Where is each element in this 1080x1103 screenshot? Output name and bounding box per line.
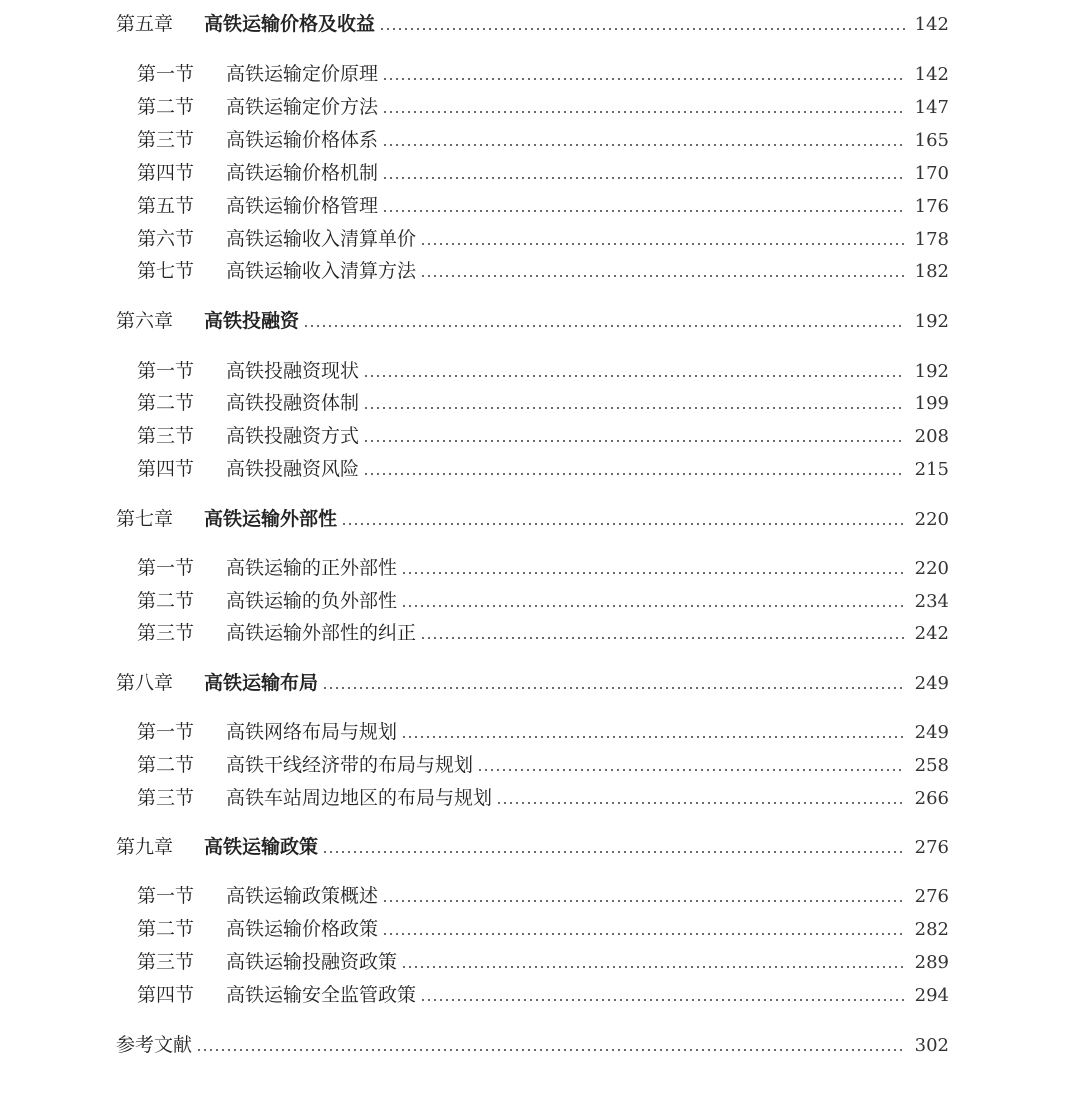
chapter-number: 第八章 bbox=[116, 672, 174, 694]
page-number: 282 bbox=[914, 919, 949, 940]
toc-chapter-row[interactable] bbox=[0, 667, 1080, 700]
section-number: 第四节 bbox=[137, 984, 195, 1006]
toc-chapter-row[interactable] bbox=[0, 8, 1080, 41]
section-number: 第四节 bbox=[137, 458, 195, 480]
toc-section-row[interactable] bbox=[0, 387, 1080, 420]
dot-leader bbox=[496, 802, 905, 804]
page-number: 249 bbox=[914, 673, 949, 694]
page-number: 170 bbox=[914, 163, 949, 184]
dot-leader bbox=[382, 144, 905, 146]
dot-leader bbox=[322, 687, 905, 689]
page-number: 242 bbox=[914, 623, 949, 644]
toc-section-row[interactable] bbox=[0, 91, 1080, 124]
toc-section-row[interactable] bbox=[0, 913, 1080, 946]
chapter-number: 第九章 bbox=[116, 836, 174, 858]
toc-section-row[interactable] bbox=[0, 749, 1080, 782]
page-number: 192 bbox=[914, 311, 949, 332]
dot-leader bbox=[382, 900, 905, 902]
toc-bibliography-row[interactable] bbox=[0, 1029, 1080, 1062]
section-number: 第三节 bbox=[137, 951, 195, 973]
section-title: 高铁运输收入清算方法 bbox=[226, 260, 417, 282]
chapter-title: 高铁运输政策 bbox=[204, 836, 319, 858]
toc-section-row[interactable] bbox=[0, 157, 1080, 190]
page-number: 220 bbox=[914, 509, 949, 530]
chapter-number: 第五章 bbox=[116, 13, 174, 35]
section-number: 第二节 bbox=[137, 590, 195, 612]
page-number: 234 bbox=[914, 591, 949, 612]
toc-section-row[interactable] bbox=[0, 782, 1080, 815]
page-number: 208 bbox=[914, 426, 949, 447]
page-number: 147 bbox=[914, 97, 949, 118]
dot-leader bbox=[401, 736, 905, 738]
section-number: 第一节 bbox=[137, 63, 195, 85]
section-title: 高铁运输的正外部性 bbox=[226, 557, 398, 579]
page-number: 276 bbox=[914, 886, 949, 907]
page-number: 176 bbox=[914, 196, 949, 217]
page-number: 249 bbox=[914, 722, 949, 743]
toc-section-row[interactable] bbox=[0, 255, 1080, 288]
dot-leader bbox=[322, 851, 905, 853]
section-number: 第二节 bbox=[137, 754, 195, 776]
toc-section-row[interactable] bbox=[0, 420, 1080, 453]
section-title: 高铁投融资方式 bbox=[226, 425, 360, 447]
section-number: 第一节 bbox=[137, 885, 195, 907]
chapter-title: 高铁运输外部性 bbox=[204, 508, 338, 530]
toc-section-row[interactable] bbox=[0, 552, 1080, 585]
section-number: 第三节 bbox=[137, 129, 195, 151]
section-title: 高铁投融资现状 bbox=[226, 360, 360, 382]
dot-leader bbox=[401, 966, 905, 968]
toc-section-row[interactable] bbox=[0, 979, 1080, 1012]
section-number: 第五节 bbox=[137, 195, 195, 217]
section-title: 高铁干线经济带的布局与规划 bbox=[226, 754, 474, 776]
section-number: 第一节 bbox=[137, 360, 195, 382]
section-title: 高铁运输收入清算单价 bbox=[226, 228, 417, 250]
dot-leader bbox=[382, 177, 905, 179]
section-number: 第六节 bbox=[137, 228, 195, 250]
section-number: 第二节 bbox=[137, 96, 195, 118]
chapter-title: 高铁运输价格及收益 bbox=[204, 13, 376, 35]
section-title: 高铁运输价格管理 bbox=[226, 195, 379, 217]
page-number: 178 bbox=[914, 229, 949, 250]
section-title: 高铁运输的负外部性 bbox=[226, 590, 398, 612]
dot-leader bbox=[379, 28, 905, 30]
section-title: 高铁网络布局与规划 bbox=[226, 721, 398, 743]
toc-section-row[interactable] bbox=[0, 355, 1080, 388]
toc-chapter-row[interactable] bbox=[0, 831, 1080, 864]
toc-section-row[interactable] bbox=[0, 716, 1080, 749]
toc-section-row[interactable] bbox=[0, 124, 1080, 157]
section-number: 第一节 bbox=[137, 721, 195, 743]
section-title: 高铁运输政策概述 bbox=[226, 885, 379, 907]
toc-section-row[interactable] bbox=[0, 190, 1080, 223]
section-title: 高铁运输投融资政策 bbox=[226, 951, 398, 973]
toc-chapter-row[interactable] bbox=[0, 305, 1080, 338]
dot-leader bbox=[196, 1049, 905, 1051]
dot-leader bbox=[420, 999, 905, 1001]
dot-leader bbox=[382, 933, 905, 935]
section-title: 高铁运输价格体系 bbox=[226, 129, 379, 151]
page-number: 199 bbox=[914, 393, 949, 414]
toc-section-row[interactable] bbox=[0, 58, 1080, 91]
biblio-title: 参考文献 bbox=[116, 1034, 193, 1056]
dot-leader bbox=[303, 325, 905, 327]
page-number: 142 bbox=[914, 64, 949, 85]
toc-section-row[interactable] bbox=[0, 453, 1080, 486]
dot-leader bbox=[382, 78, 905, 80]
page-number: 258 bbox=[914, 755, 949, 776]
dot-leader bbox=[363, 473, 905, 475]
toc-section-row[interactable] bbox=[0, 585, 1080, 618]
dot-leader bbox=[401, 572, 905, 574]
section-title: 高铁运输安全监管政策 bbox=[226, 984, 417, 1006]
chapter-title: 高铁投融资 bbox=[204, 310, 300, 332]
section-number: 第二节 bbox=[137, 918, 195, 940]
section-number: 第一节 bbox=[137, 557, 195, 579]
section-title: 高铁车站周边地区的布局与规划 bbox=[226, 787, 493, 809]
page-number: 276 bbox=[914, 837, 949, 858]
page-number: 215 bbox=[914, 459, 949, 480]
dot-leader bbox=[420, 637, 905, 639]
page-number: 289 bbox=[914, 952, 949, 973]
page-number: 192 bbox=[914, 361, 949, 382]
toc-section-row[interactable] bbox=[0, 880, 1080, 913]
page-number: 220 bbox=[914, 558, 949, 579]
toc-section-row[interactable] bbox=[0, 617, 1080, 650]
section-title: 高铁运输外部性的纠正 bbox=[226, 622, 417, 644]
section-title: 高铁运输价格机制 bbox=[226, 162, 379, 184]
chapter-number: 第七章 bbox=[116, 508, 174, 530]
dot-leader bbox=[420, 275, 905, 277]
section-title: 高铁运输定价方法 bbox=[226, 96, 379, 118]
section-number: 第四节 bbox=[137, 162, 195, 184]
dot-leader bbox=[363, 407, 905, 409]
dot-leader bbox=[363, 375, 905, 377]
section-title: 高铁投融资体制 bbox=[226, 392, 360, 414]
toc-section-row[interactable] bbox=[0, 223, 1080, 256]
section-title: 高铁投融资风险 bbox=[226, 458, 360, 480]
page-number: 294 bbox=[914, 985, 949, 1006]
dot-leader bbox=[363, 440, 905, 442]
section-number: 第三节 bbox=[137, 787, 195, 809]
chapter-number: 第六章 bbox=[116, 310, 174, 332]
section-number: 第三节 bbox=[137, 425, 195, 447]
dot-leader bbox=[420, 243, 905, 245]
page-number: 266 bbox=[914, 788, 949, 809]
dot-leader bbox=[401, 605, 905, 607]
section-number: 第三节 bbox=[137, 622, 195, 644]
dot-leader bbox=[382, 111, 905, 113]
dot-leader bbox=[477, 769, 905, 771]
page-number: 142 bbox=[914, 14, 949, 35]
section-title: 高铁运输定价原理 bbox=[226, 63, 379, 85]
dot-leader bbox=[382, 210, 905, 212]
section-number: 第七节 bbox=[137, 260, 195, 282]
section-number: 第二节 bbox=[137, 392, 195, 414]
page-number: 302 bbox=[914, 1035, 949, 1056]
toc-section-row[interactable] bbox=[0, 946, 1080, 979]
page-number: 182 bbox=[914, 261, 949, 282]
page-number: 165 bbox=[914, 130, 949, 151]
section-title: 高铁运输价格政策 bbox=[226, 918, 379, 940]
dot-leader bbox=[341, 523, 905, 525]
toc-chapter-row[interactable] bbox=[0, 503, 1080, 536]
chapter-title: 高铁运输布局 bbox=[204, 672, 319, 694]
